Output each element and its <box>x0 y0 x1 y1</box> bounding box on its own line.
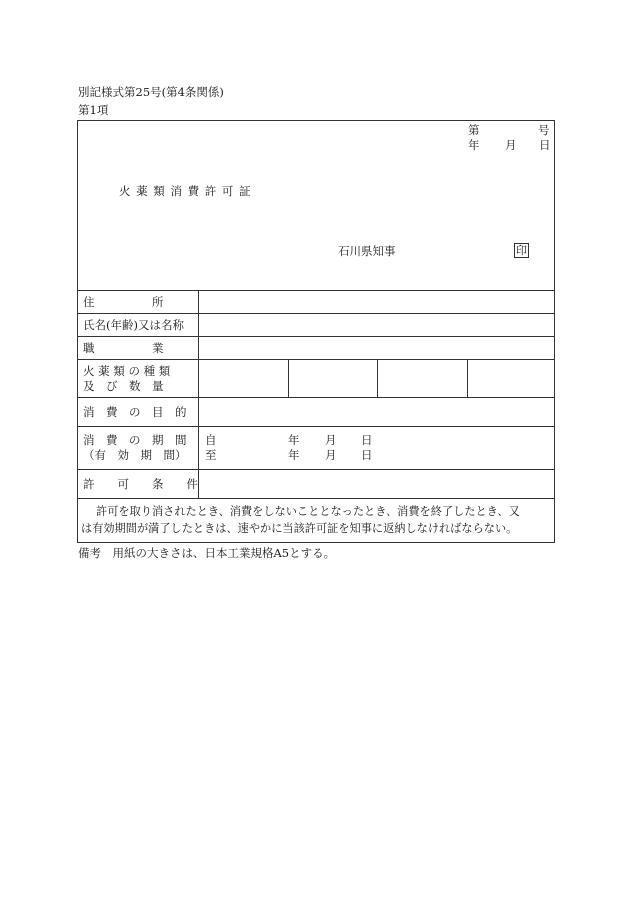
row-divider <box>78 426 554 427</box>
to-year: 年 <box>288 448 300 462</box>
number-prefix: 第 <box>468 123 480 137</box>
remarks-footnote: 備考 用紙の大きさは、日本工業規格A5とする。 <box>78 546 336 560</box>
row-divider <box>78 397 554 398</box>
return-notice-line2: は有効期間が満了したときは、速やかに当該許可証を知事に返納しなければならない。 <box>81 522 518 535</box>
section-label: 第1項 <box>78 103 109 117</box>
label-column-divider <box>198 290 199 498</box>
validity-label: （有 効 期 間） <box>83 448 187 462</box>
to-month: 月 <box>325 448 337 462</box>
explosive-kind-label: 火 薬 類 の 種 類 <box>83 364 171 378</box>
date-day: 日 <box>539 138 551 152</box>
row-divider <box>78 336 554 337</box>
kind-cell-divider <box>377 359 378 397</box>
conditions-label: 許 可 条 件 <box>83 477 198 491</box>
certificate-title: 火 薬 類 消 費 許 可 証 <box>119 184 252 198</box>
row-divider <box>78 498 554 499</box>
date-year: 年 <box>468 138 480 152</box>
date-month: 月 <box>505 138 517 152</box>
kind-cell-divider <box>288 359 289 397</box>
purpose-label: 消 費 の 目 的 <box>83 405 187 419</box>
permit-form <box>77 120 555 543</box>
row-divider <box>78 313 554 314</box>
to-day: 日 <box>361 448 373 462</box>
return-notice-line1: 許可を取り消されたとき、消費をしないこととなったとき、消費を終了したとき、又 <box>96 505 520 518</box>
row-divider <box>78 359 554 360</box>
seal-mark: 印 <box>516 244 527 257</box>
form-reference: 別記様式第25号(第4条関係) <box>78 85 224 99</box>
kind-cell-divider <box>467 359 468 397</box>
occupation-label: 職 業 <box>83 341 164 355</box>
explosive-quantity-label: 及 び 数 量 <box>83 379 164 393</box>
row-divider <box>78 469 554 470</box>
row-divider <box>78 290 554 291</box>
period-from: 自 <box>205 433 217 447</box>
issuer-name: 石川県知事 <box>338 244 396 258</box>
from-year: 年 <box>288 433 300 447</box>
number-suffix: 号 <box>538 123 550 137</box>
name-age-label: 氏名(年齢)又は名称 <box>83 318 184 332</box>
period-to: 至 <box>205 448 217 462</box>
address-label: 住 所 <box>83 295 164 309</box>
from-day: 日 <box>361 433 373 447</box>
from-month: 月 <box>325 433 337 447</box>
period-label: 消 費 の 期 間 <box>83 433 187 447</box>
